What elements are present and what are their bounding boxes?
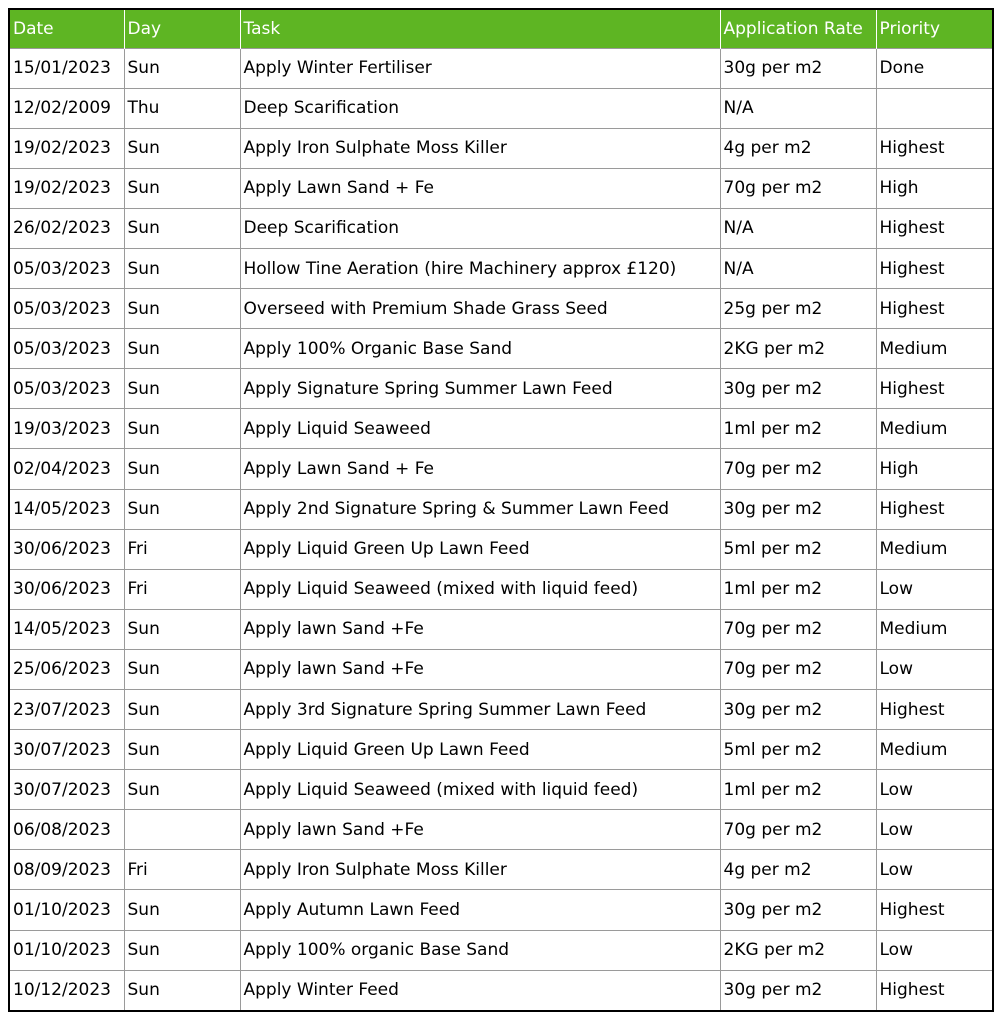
cell-day[interactable]: Sun bbox=[124, 649, 240, 689]
table-row bbox=[10, 449, 992, 489]
header-day[interactable]: Day bbox=[124, 10, 240, 48]
cell-task[interactable]: Apply Signature Spring Summer Lawn Feed bbox=[240, 369, 720, 409]
cell-task[interactable]: Apply 100% Organic Base Sand bbox=[240, 329, 720, 369]
table-header bbox=[10, 10, 992, 48]
cell-application-rate[interactable]: 5ml per m2 bbox=[720, 730, 876, 770]
cell-date[interactable]: 30/07/2023 bbox=[10, 770, 124, 810]
cell-priority[interactable]: Highest bbox=[876, 128, 992, 168]
table-row bbox=[10, 930, 992, 970]
cell-day[interactable]: Sun bbox=[124, 208, 240, 248]
cell-task[interactable]: Apply Liquid Seaweed bbox=[240, 409, 720, 449]
cell-date[interactable]: 30/06/2023 bbox=[10, 529, 124, 569]
cell-application-rate[interactable]: 1ml per m2 bbox=[720, 569, 876, 609]
cell-priority[interactable]: Low bbox=[876, 850, 992, 890]
cell-priority[interactable]: High bbox=[876, 168, 992, 208]
table-row bbox=[10, 88, 992, 128]
header-task[interactable]: Task bbox=[240, 10, 720, 48]
cell-day[interactable]: Sun bbox=[124, 489, 240, 529]
cell-application-rate[interactable]: 30g per m2 bbox=[720, 489, 876, 529]
cell-date[interactable]: 25/06/2023 bbox=[10, 649, 124, 689]
cell-priority[interactable]: Done bbox=[876, 48, 992, 88]
cell-date[interactable]: 08/09/2023 bbox=[10, 850, 124, 890]
cell-date[interactable]: 26/02/2023 bbox=[10, 208, 124, 248]
cell-task[interactable]: Apply Liquid Green Up Lawn Feed bbox=[240, 730, 720, 770]
cell-day[interactable]: Sun bbox=[124, 970, 240, 1010]
cell-priority[interactable]: Highest bbox=[876, 970, 992, 1010]
cell-date[interactable]: 05/03/2023 bbox=[10, 329, 124, 369]
cell-task[interactable]: Apply Liquid Seaweed (mixed with liquid feed) bbox=[240, 770, 720, 810]
cell-task[interactable]: Apply Autumn Lawn Feed bbox=[240, 890, 720, 930]
cell-priority[interactable]: Low bbox=[876, 930, 992, 970]
cell-day[interactable]: Sun bbox=[124, 449, 240, 489]
table-row bbox=[10, 529, 992, 569]
cell-date[interactable]: 02/04/2023 bbox=[10, 449, 124, 489]
cell-priority[interactable]: Highest bbox=[876, 369, 992, 409]
table-body bbox=[10, 48, 992, 1010]
cell-day[interactable]: Sun bbox=[124, 690, 240, 730]
table-row bbox=[10, 850, 992, 890]
cell-date[interactable]: 12/02/2009 bbox=[10, 88, 124, 128]
table-row bbox=[10, 329, 992, 369]
table-row bbox=[10, 810, 992, 850]
cell-application-rate[interactable]: N/A bbox=[720, 248, 876, 288]
header-application-rate[interactable]: Application Rate bbox=[720, 10, 876, 48]
table-row bbox=[10, 409, 992, 449]
cell-day[interactable]: Sun bbox=[124, 48, 240, 88]
cell-priority[interactable]: Medium bbox=[876, 730, 992, 770]
cell-day[interactable]: Sun bbox=[124, 329, 240, 369]
cell-task[interactable]: Apply 3rd Signature Spring Summer Lawn Feed bbox=[240, 690, 720, 730]
cell-task[interactable]: Apply Liquid Green Up Lawn Feed bbox=[240, 529, 720, 569]
schedule-table bbox=[10, 10, 992, 1010]
header-row bbox=[10, 10, 992, 48]
cell-priority[interactable]: Low bbox=[876, 649, 992, 689]
cell-application-rate[interactable]: 1ml per m2 bbox=[720, 409, 876, 449]
cell-task[interactable]: Apply Lawn Sand + Fe bbox=[240, 168, 720, 208]
cell-day[interactable]: Thu bbox=[124, 88, 240, 128]
cell-date[interactable]: 05/03/2023 bbox=[10, 369, 124, 409]
cell-application-rate[interactable]: 70g per m2 bbox=[720, 449, 876, 489]
cell-day[interactable]: Fri bbox=[124, 569, 240, 609]
cell-date[interactable]: 01/10/2023 bbox=[10, 890, 124, 930]
cell-priority[interactable]: Low bbox=[876, 770, 992, 810]
cell-application-rate[interactable]: 70g per m2 bbox=[720, 649, 876, 689]
cell-date[interactable]: 06/08/2023 bbox=[10, 810, 124, 850]
table-row bbox=[10, 128, 992, 168]
cell-date[interactable]: 30/06/2023 bbox=[10, 569, 124, 609]
cell-day[interactable]: Sun bbox=[124, 409, 240, 449]
cell-task[interactable]: Apply 2nd Signature Spring & Summer Lawn Feed bbox=[240, 489, 720, 529]
table-row bbox=[10, 569, 992, 609]
cell-date[interactable]: 19/03/2023 bbox=[10, 409, 124, 449]
cell-priority[interactable]: Highest bbox=[876, 890, 992, 930]
cell-task[interactable]: Apply lawn Sand +Fe bbox=[240, 649, 720, 689]
cell-task[interactable]: Apply Iron Sulphate Moss Killer bbox=[240, 850, 720, 890]
table-row bbox=[10, 970, 992, 1010]
table-row bbox=[10, 168, 992, 208]
cell-date[interactable]: 05/03/2023 bbox=[10, 248, 124, 288]
table-row bbox=[10, 489, 992, 529]
cell-application-rate[interactable]: 30g per m2 bbox=[720, 369, 876, 409]
cell-application-rate[interactable]: 70g per m2 bbox=[720, 810, 876, 850]
table-row bbox=[10, 649, 992, 689]
table-row bbox=[10, 890, 992, 930]
cell-priority[interactable]: Medium bbox=[876, 609, 992, 649]
table-row bbox=[10, 369, 992, 409]
cell-application-rate[interactable]: 2KG per m2 bbox=[720, 930, 876, 970]
cell-day[interactable]: Sun bbox=[124, 930, 240, 970]
cell-priority[interactable]: Medium bbox=[876, 409, 992, 449]
cell-day[interactable]: Sun bbox=[124, 890, 240, 930]
cell-application-rate[interactable]: 70g per m2 bbox=[720, 609, 876, 649]
table-row bbox=[10, 248, 992, 288]
cell-application-rate[interactable]: N/A bbox=[720, 208, 876, 248]
cell-task[interactable]: Hollow Tine Aeration (hire Machinery approx £120) bbox=[240, 248, 720, 288]
cell-application-rate[interactable]: 30g per m2 bbox=[720, 970, 876, 1010]
cell-day[interactable]: Sun bbox=[124, 609, 240, 649]
cell-application-rate[interactable]: 5ml per m2 bbox=[720, 529, 876, 569]
cell-task[interactable]: Deep Scarification bbox=[240, 88, 720, 128]
lawn-care-schedule bbox=[8, 8, 994, 1012]
cell-application-rate[interactable]: 4g per m2 bbox=[720, 850, 876, 890]
cell-date[interactable]: 14/05/2023 bbox=[10, 489, 124, 529]
cell-priority[interactable]: Highest bbox=[876, 690, 992, 730]
table-row bbox=[10, 48, 992, 88]
cell-day[interactable]: Sun bbox=[124, 128, 240, 168]
cell-priority[interactable]: Low bbox=[876, 569, 992, 609]
cell-date[interactable]: 19/02/2023 bbox=[10, 128, 124, 168]
table-row bbox=[10, 609, 992, 649]
cell-application-rate[interactable]: 30g per m2 bbox=[720, 48, 876, 88]
header-date[interactable]: Date bbox=[10, 10, 124, 48]
cell-day[interactable]: Sun bbox=[124, 770, 240, 810]
cell-day[interactable]: Sun bbox=[124, 248, 240, 288]
cell-application-rate[interactable]: 70g per m2 bbox=[720, 168, 876, 208]
cell-day[interactable]: Sun bbox=[124, 730, 240, 770]
cell-task[interactable]: Apply Lawn Sand + Fe bbox=[240, 449, 720, 489]
cell-date[interactable]: 10/12/2023 bbox=[10, 970, 124, 1010]
cell-date[interactable]: 05/03/2023 bbox=[10, 289, 124, 329]
cell-application-rate[interactable]: 1ml per m2 bbox=[720, 770, 876, 810]
cell-task[interactable]: Apply lawn Sand +Fe bbox=[240, 810, 720, 850]
cell-task[interactable]: Apply Iron Sulphate Moss Killer bbox=[240, 128, 720, 168]
cell-task[interactable]: Apply Liquid Seaweed (mixed with liquid feed) bbox=[240, 569, 720, 609]
cell-task[interactable]: Apply 100% organic Base Sand bbox=[240, 930, 720, 970]
cell-date[interactable]: 19/02/2023 bbox=[10, 168, 124, 208]
table-row bbox=[10, 730, 992, 770]
cell-application-rate[interactable]: 30g per m2 bbox=[720, 690, 876, 730]
table-row bbox=[10, 770, 992, 810]
cell-day[interactable]: Sun bbox=[124, 289, 240, 329]
cell-task[interactable]: Apply Winter Fertiliser bbox=[240, 48, 720, 88]
cell-task[interactable]: Apply Winter Feed bbox=[240, 970, 720, 1010]
cell-task[interactable]: Overseed with Premium Shade Grass Seed bbox=[240, 289, 720, 329]
table-row bbox=[10, 289, 992, 329]
cell-application-rate[interactable]: 30g per m2 bbox=[720, 890, 876, 930]
cell-priority[interactable]: Medium bbox=[876, 329, 992, 369]
cell-day[interactable]: Sun bbox=[124, 168, 240, 208]
cell-priority[interactable]: Highest bbox=[876, 489, 992, 529]
cell-application-rate[interactable]: 2KG per m2 bbox=[720, 329, 876, 369]
cell-date[interactable]: 01/10/2023 bbox=[10, 930, 124, 970]
header-priority[interactable]: Priority bbox=[876, 10, 992, 48]
cell-priority[interactable]: Highest bbox=[876, 289, 992, 329]
cell-date[interactable]: 15/01/2023 bbox=[10, 48, 124, 88]
cell-date[interactable]: 14/05/2023 bbox=[10, 609, 124, 649]
cell-application-rate[interactable]: 4g per m2 bbox=[720, 128, 876, 168]
cell-day[interactable]: Sun bbox=[124, 369, 240, 409]
cell-application-rate[interactable]: N/A bbox=[720, 88, 876, 128]
cell-priority[interactable]: Medium bbox=[876, 529, 992, 569]
cell-day[interactable] bbox=[124, 810, 240, 850]
cell-task[interactable]: Deep Scarification bbox=[240, 208, 720, 248]
cell-application-rate[interactable]: 25g per m2 bbox=[720, 289, 876, 329]
table-row bbox=[10, 690, 992, 730]
cell-day[interactable]: Fri bbox=[124, 529, 240, 569]
cell-date[interactable]: 30/07/2023 bbox=[10, 730, 124, 770]
cell-priority[interactable] bbox=[876, 88, 992, 128]
cell-priority[interactable]: High bbox=[876, 449, 992, 489]
cell-priority[interactable]: Highest bbox=[876, 248, 992, 288]
table-row bbox=[10, 208, 992, 248]
cell-day[interactable]: Fri bbox=[124, 850, 240, 890]
cell-task[interactable]: Apply lawn Sand +Fe bbox=[240, 609, 720, 649]
cell-priority[interactable]: Low bbox=[876, 810, 992, 850]
cell-priority[interactable]: Highest bbox=[876, 208, 992, 248]
cell-date[interactable]: 23/07/2023 bbox=[10, 690, 124, 730]
